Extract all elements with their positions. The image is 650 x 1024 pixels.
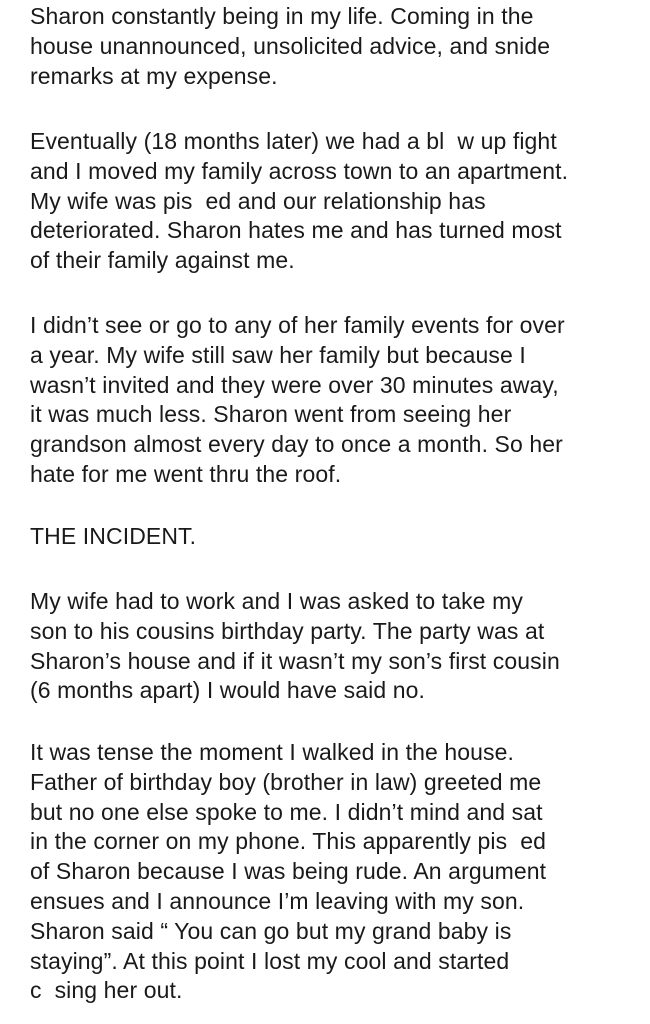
paragraph-birthday-party: My wife had to work and I was asked to take my son to his cousins birthday party. The party was at Sharon’s house and if it wasn’t my son’s first cousin (6 months apart) I would have said no. — [30, 588, 560, 704]
paragraph-argument: It was tense the moment I walked in the house. Father of birthday boy (brother in law) greeted me but no one else spoke to me. I didn’t mind and sat in the corner on my phone. This apparently pis ed of Sharon because I was being rude. An argument ensues and I announce I’m leaving with my son. Sharon said “ You can go but my grand baby is staying”. At this point I lost my cool and started c sing her out. — [30, 739, 547, 1004]
paragraph-family-events: I didn’t see or go to any of her family events for over a year. My wife still saw her family but because I wasn’t invited and they were over 30 minutes away, it was much less. Sharon went from seeing her grandson almost every day to once a month. So her hate for me went thru the roof. — [30, 312, 565, 487]
section-heading-incident: THE INCIDENT. — [30, 523, 197, 549]
paragraph-sharon-in-life: Sharon constantly being in my life. Coming in the house unannounced, unsolicited advice, and snide remarks at my expense. — [30, 3, 551, 89]
paragraph-blow-up-fight: Eventually (18 months later) we had a bl w up fight and I moved my family across town to an apartment. My wife was pis ed and our relationship has deteriorated. Sharon hates me and has turned most of their family against me. — [30, 128, 569, 274]
